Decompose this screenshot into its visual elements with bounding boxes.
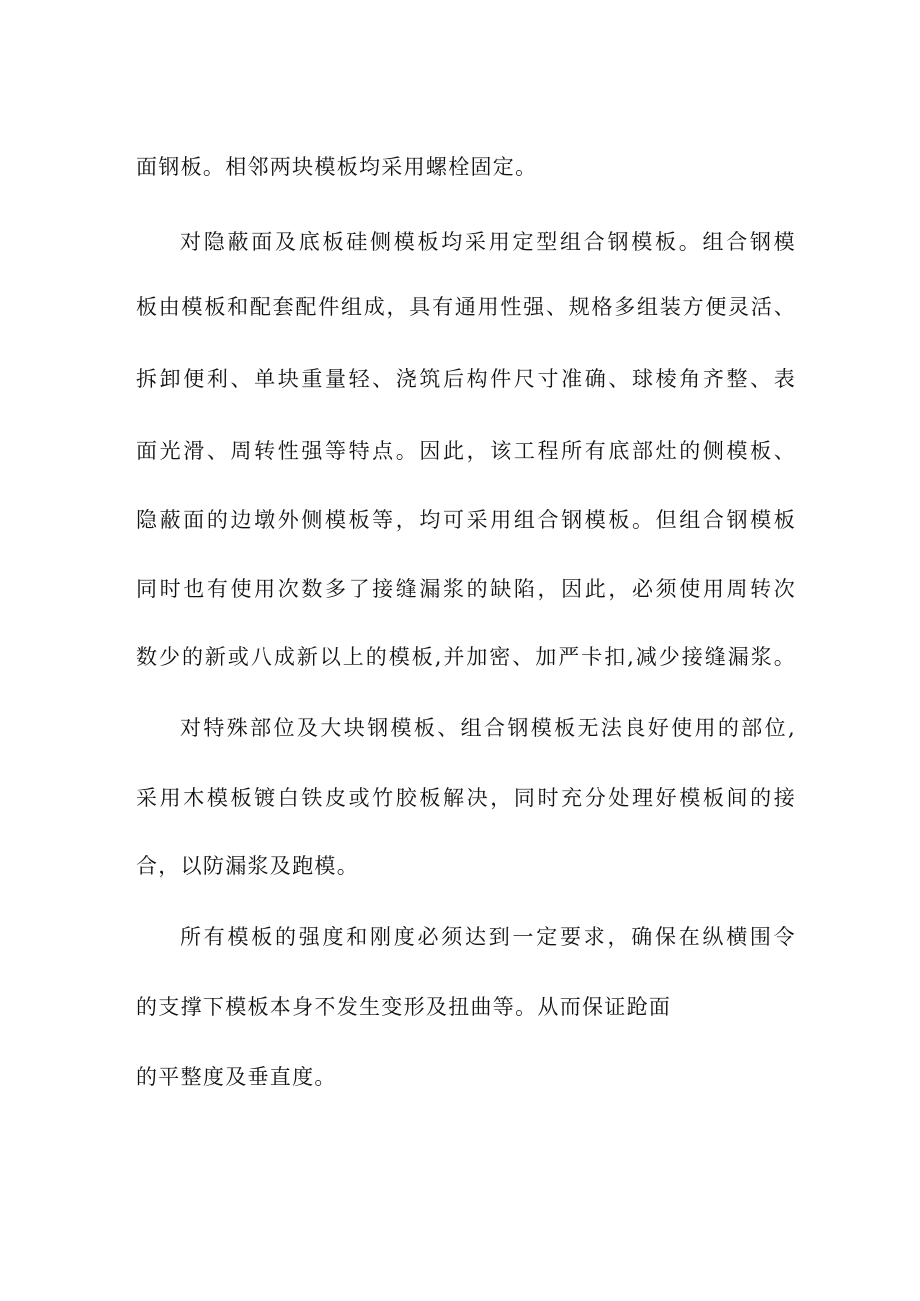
text-line-14: 的平整度及垂直度。 [136,1065,337,1089]
text-line-5: 面光滑、周转性强等特点。因此，该工程所有底部灶的侧模板、 [136,439,796,463]
text-line-8: 数少的新或八成新以上的模板,并加密、加严卡扣,减少接缝漏浆。 [136,645,796,669]
text-line-2: 对隐蔽面及底板硅侧模板均采用定型组合钢模板。组合钢模 [180,230,796,254]
text-line-12: 所有模板的强度和刚度必须达到一定要求，确保在纵横围令 [180,925,796,949]
text-line-7: 同时也有使用次数多了接缝漏浆的缺陷，因此，必须使用周转次 [136,577,796,601]
text-line-1: 面钢板。相邻两块模板均采用螺栓固定。 [136,155,538,179]
text-line-11: 合，以防漏浆及跑模。 [136,854,359,878]
text-line-6: 隐蔽面的边墩外侧模板等，均可采用组合钢模板。但组合钢模板 [136,508,796,532]
text-line-10: 采用木模板镀白铁皮或竹胶板解决，同时充分处理好模板间的接 [136,786,796,810]
text-line-3: 板由模板和配套配件组成，具有通用性强、规格多组装方便灵活、 [136,295,796,319]
text-line-4: 拆卸便利、单块重量轻、浇筑后构件尺寸准确、球棱角齐整、表 [136,367,796,391]
text-line-9: 对特殊部位及大块钢模板、组合钢模板无法良好使用的部位, [180,716,796,740]
text-line-13: 的支撑下模板本身不发生变形及扭曲等。从而保证跄面 [136,995,672,1019]
